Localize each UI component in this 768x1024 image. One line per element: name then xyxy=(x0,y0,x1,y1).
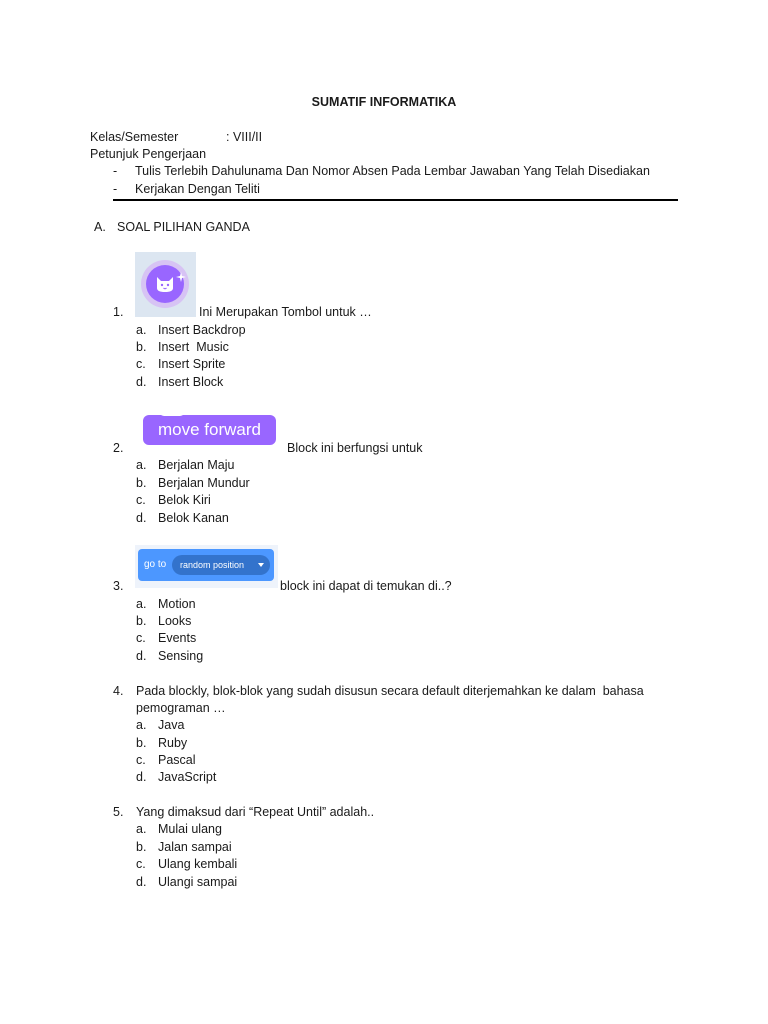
option-letter: c. xyxy=(136,753,146,767)
option-text: Events xyxy=(158,631,197,645)
dropdown-caret-icon xyxy=(258,563,264,567)
question-number: 5. xyxy=(113,805,124,819)
instruction-text: Tulis Terlebih Dahulunama Dan Nomor Absen Pada Lembar Jawaban Yang Telah Disediakan xyxy=(135,164,650,178)
question-number: 2. xyxy=(113,441,124,455)
option-text: Looks xyxy=(158,614,192,628)
option-letter: b. xyxy=(136,614,147,628)
option-letter: a. xyxy=(136,323,147,337)
goto-block-image xyxy=(135,545,278,588)
option-text: Insert Sprite xyxy=(158,357,226,371)
option-letter: b. xyxy=(136,840,147,854)
option-text: Pascal xyxy=(158,753,196,767)
option-letter: d. xyxy=(136,770,147,784)
move-forward-block-image xyxy=(141,411,280,451)
option-text: Jalan sampai xyxy=(158,840,232,854)
question-text: Block ini berfungsi untuk xyxy=(287,441,423,455)
question-text: block ini dapat di temukan di..? xyxy=(280,579,452,593)
instruction-bullet: - xyxy=(113,164,118,178)
question-text: Yang dimaksud dari “Repeat Until” adalah.. xyxy=(136,805,375,819)
question-text: Ini Merupakan Tombol untuk … xyxy=(199,305,372,319)
option-text: Motion xyxy=(158,597,196,611)
option-letter: b. xyxy=(136,476,147,490)
option-letter: d. xyxy=(136,875,147,889)
instruction-text: Kerjakan Dengan Teliti xyxy=(135,182,260,196)
question-text: Pada blockly, blok-blok yang sudah disusun secara default diterjemahkan ke dalam bahasa xyxy=(136,684,644,698)
question-number: 3. xyxy=(113,579,124,593)
option-letter: a. xyxy=(136,822,147,836)
cat-icon xyxy=(154,274,176,294)
instruction-bullet: - xyxy=(113,182,118,196)
section-title: SOAL PILIHAN GANDA xyxy=(117,220,250,234)
kelas-label: Kelas/Semester xyxy=(90,130,179,144)
goto-dropdown: random position xyxy=(172,555,270,575)
question-number: 4. xyxy=(113,684,124,698)
option-letter: d. xyxy=(136,375,147,389)
option-text: Ulangi sampai xyxy=(158,875,238,889)
option-letter: b. xyxy=(136,736,147,750)
option-text: Java xyxy=(158,718,185,732)
option-letter: c. xyxy=(136,631,146,645)
option-text: Ruby xyxy=(158,736,188,750)
option-text: Insert Backdrop xyxy=(158,323,246,337)
option-letter: b. xyxy=(136,340,147,354)
option-text: Berjalan Mundur xyxy=(158,476,250,490)
option-letter: a. xyxy=(136,718,147,732)
option-letter: d. xyxy=(136,649,147,663)
goto-label: go to xyxy=(144,559,167,570)
question-number: 1. xyxy=(113,305,124,319)
option-text: Berjalan Maju xyxy=(158,458,235,472)
option-text: Sensing xyxy=(158,649,204,663)
sparkle-icon xyxy=(176,272,186,282)
option-letter: c. xyxy=(136,857,146,871)
question-text-continued: pemograman … xyxy=(136,701,226,715)
option-text: Mulai ulang xyxy=(158,822,222,836)
option-text: Ulang kembali xyxy=(158,857,238,871)
petunjuk-label: Petunjuk Pengerjaan xyxy=(90,147,207,161)
option-letter: c. xyxy=(136,357,146,371)
option-text: Belok Kiri xyxy=(158,493,211,507)
option-letter: a. xyxy=(136,597,147,611)
document-title: SUMATIF INFORMATIKA xyxy=(311,95,457,109)
move-forward-block: move forward xyxy=(143,415,276,445)
option-text: Insert Block xyxy=(158,375,224,389)
header-divider xyxy=(113,199,678,201)
option-letter: d. xyxy=(136,511,147,525)
option-text: JavaScript xyxy=(158,770,217,784)
option-text: Insert Music xyxy=(158,340,229,354)
section-letter: A. xyxy=(94,220,106,234)
option-letter: a. xyxy=(136,458,147,472)
sprite-button-image xyxy=(135,252,196,317)
kelas-value: : VIII/II xyxy=(226,130,263,144)
option-text: Belok Kanan xyxy=(158,511,229,525)
option-letter: c. xyxy=(136,493,146,507)
